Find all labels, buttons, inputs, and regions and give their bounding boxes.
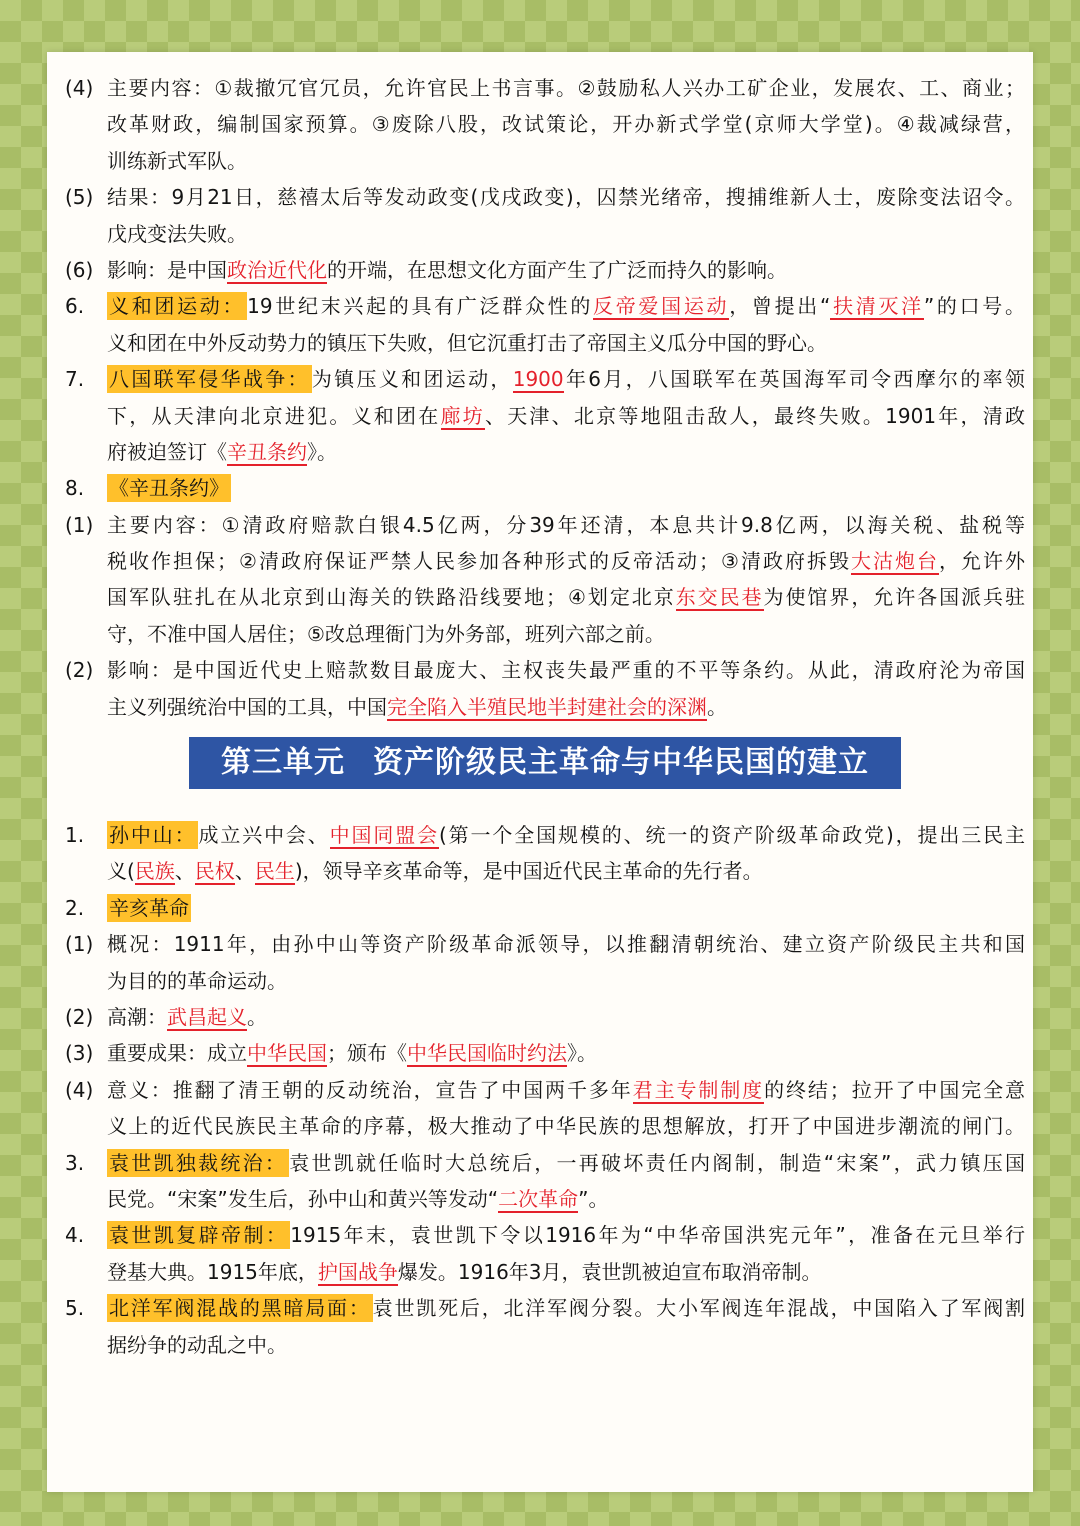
line-text (107, 616, 1025, 652)
line-text (107, 1217, 1025, 1253)
highlighted-heading: 孙中山： (109, 823, 197, 848)
text: ；颁布《 (327, 1041, 407, 1066)
key-term: 大沽炮台 (850, 549, 939, 574)
key-term: 武昌起义 (167, 1004, 247, 1029)
text-line (65, 1108, 1025, 1144)
key-term: 政治近代化 (227, 257, 327, 282)
text: 成立兴中会、 (198, 823, 330, 848)
text: 的开端，在思想文化方面产生了广泛而持久的影响。 (327, 257, 787, 282)
text-line (65, 543, 1025, 579)
item-number: 4. (65, 1223, 85, 1248)
text: 意义：推翻了清王朝的反动统治，宣告了中国两千多年 (107, 1077, 633, 1102)
line-text (107, 216, 1025, 252)
item-number: 1. (65, 823, 85, 848)
key-term: 中国同盟会 (329, 823, 440, 848)
text-line (65, 963, 1025, 999)
text: 府被迫签订《 (107, 439, 227, 464)
key-term: 辛丑条约 (227, 439, 307, 464)
text-line (65, 1217, 1025, 1253)
text-line (65, 361, 1025, 397)
key-term: 民生 (254, 859, 295, 884)
text: 、 (174, 859, 195, 884)
line-text (107, 361, 1025, 397)
text: 结果：9月21日，慈禧太后等发动政变(戊戌政变)，囚禁光绪帝，搜捕维新人士，废除变法诏令。 (107, 185, 1025, 210)
line-text (107, 1327, 1025, 1363)
line-text (107, 1035, 1025, 1071)
line-text (107, 652, 1025, 688)
text-line (65, 434, 1025, 470)
text-line (65, 853, 1025, 889)
text-line (65, 70, 1025, 106)
text-line (65, 926, 1025, 962)
line-text (107, 1072, 1025, 1108)
highlighted-heading: 辛亥革命 (109, 895, 189, 920)
item-number: 8. (65, 476, 85, 501)
text-line (65, 216, 1025, 252)
text: 的终结；拉开了中国完全意 (764, 1077, 1026, 1102)
text: ，允许外 (939, 549, 1026, 574)
text-line (65, 579, 1025, 615)
item-number: (3) (65, 1041, 94, 1066)
line-text (107, 817, 1025, 853)
item-number: (6) (65, 257, 94, 282)
text: 训练新式军队。 (107, 148, 247, 173)
text: 袁世凯就任临时大总统后，一再破坏责任内阁制，制造“宋案”，武力镇压国 (289, 1150, 1025, 1175)
text: 。 (247, 1004, 267, 1029)
text: 19世纪末兴起的具有广泛群众性的 (247, 294, 594, 319)
text: 主义列强统治中国的工具，中国 (107, 694, 387, 719)
line-text (107, 1108, 1025, 1144)
text-line (65, 999, 1025, 1035)
line-text (107, 999, 1025, 1035)
unit-banner (189, 737, 901, 789)
text-line (65, 398, 1025, 434)
text-line (65, 1181, 1025, 1217)
text-line (65, 652, 1025, 688)
text: 守，不准中国人居住；⑤改总理衙门为外务部，班列六部之前。 (107, 621, 665, 646)
line-text (107, 70, 1025, 106)
line-text (107, 288, 1025, 324)
key-term: 廊坊 (440, 403, 485, 428)
line-text (107, 434, 1025, 470)
highlighted-heading: 袁世凯复辟帝制： (109, 1223, 289, 1248)
text: 影响：是中国近代史上赔款数目最庞大、主权丧失最严重的不平等条约。从此，清政府沦为帝国 (107, 658, 1025, 683)
text: 主要内容：①清政府赔款白银4.5亿两，分39年还清，本息共计9.8亿两，以海关税、盐税等 (107, 512, 1025, 537)
text-line (65, 689, 1025, 725)
highlighted-heading: 袁世凯独裁统治： (109, 1150, 288, 1175)
line-text (107, 1254, 1025, 1290)
text: (第一个全国规模的、统一的资产阶级革命政党)，提出三民主 (439, 823, 1026, 848)
key-term: 二次革命 (498, 1186, 579, 1211)
highlighted-heading: 《辛丑条约》 (109, 476, 229, 501)
key-term: 扶清灭洋 (830, 294, 924, 319)
key-term: 东交民巷 (675, 585, 764, 610)
text: 为镇压义和团运动， (311, 367, 513, 392)
line-text (107, 143, 1025, 179)
key-term: 中华民国临时约法 (407, 1041, 567, 1066)
line-text (107, 543, 1025, 579)
page (47, 52, 1033, 1492)
line-text (107, 926, 1025, 962)
line-text (107, 853, 1025, 889)
line-text (107, 579, 1025, 615)
line-text (107, 470, 1025, 506)
text: 、 (234, 859, 255, 884)
unit-label: 第三单元 (221, 745, 345, 781)
item-number: (4) (65, 1077, 94, 1102)
line-text (107, 252, 1025, 288)
highlighted-heading: 北洋军阀混战的黑暗局面： (109, 1296, 371, 1321)
text: 年6月，八国联军在英国海军司令西摩尔的率领 (563, 367, 1026, 392)
line-text (107, 507, 1025, 543)
text: 爆发。1916年3月，袁世凯被迫宣布取消帝制。 (397, 1259, 822, 1284)
text: 影响：是中国 (107, 257, 227, 282)
text-line (65, 1072, 1025, 1108)
text: 民党。“宋案”发生后，孙中山和黄兴等发动“ (107, 1186, 499, 1211)
text: ”的口号。 (923, 294, 1026, 319)
item-number: (4) (65, 76, 94, 100)
text-line (65, 470, 1025, 506)
text: ”。 (578, 1186, 609, 1211)
text-line (65, 143, 1025, 179)
key-term: 民权 (194, 859, 235, 884)
text-line (65, 106, 1025, 142)
text: 》。 (307, 439, 337, 464)
unit-title: 资产阶级民主革命与中华民国的建立 (373, 745, 869, 781)
key-term: 中华民国 (247, 1041, 327, 1066)
item-number: (2) (65, 658, 94, 683)
text: 税收作担保；②清政府保证严禁人民参加各种形式的反帝活动；③清政府拆毁 (107, 549, 851, 574)
item-number: 5. (65, 1296, 85, 1321)
text-line (65, 252, 1025, 288)
text: 戊戌变法失败。 (107, 221, 247, 246)
text: 为目的的革命运动。 (107, 968, 287, 993)
line-text (107, 689, 1025, 725)
text: 义( (107, 859, 135, 884)
text: 、天津、北京等地阻击敌人，最终失败。1901年，清政 (484, 403, 1025, 428)
key-term: 君主专制制度 (632, 1077, 765, 1102)
text-line (65, 1254, 1025, 1290)
line-text (107, 1181, 1025, 1217)
item-number: 3. (65, 1150, 85, 1175)
text: 主要内容：①裁撤冗官冗员，允许官民上书言事。②鼓励私人兴办工矿企业，发展农、工、商业； (107, 76, 1025, 100)
text-line (65, 179, 1025, 215)
text-line (65, 1327, 1025, 1363)
text-line (65, 1290, 1025, 1326)
highlighted-heading: 义和团运动： (109, 294, 246, 319)
item-number: 7. (65, 367, 85, 392)
text: 重要成果：成立 (107, 1041, 247, 1066)
text-line (65, 616, 1025, 652)
line-text (107, 106, 1025, 142)
text: 下，从天津向北京进犯。义和团在 (107, 403, 441, 428)
item-number: (1) (65, 512, 94, 537)
item-number: (2) (65, 1004, 94, 1029)
document-body (65, 70, 1025, 1363)
key-term: 护国战争 (317, 1259, 398, 1284)
key-term: 1900 (512, 367, 564, 392)
item-number: 6. (65, 294, 85, 319)
item-number: 2. (65, 895, 85, 920)
item-number: (5) (65, 185, 94, 210)
line-text (107, 398, 1025, 434)
text-line (65, 1145, 1025, 1181)
key-term: 反帝爱国运动 (593, 294, 730, 319)
text-line (65, 1035, 1025, 1071)
text: 据纷争的动乱之中。 (107, 1332, 287, 1357)
line-text (107, 890, 1025, 926)
item-number: (1) (65, 932, 94, 957)
text: 1915年末，袁世凯下令以1916年为“中华帝国洪宪元年”，准备在元旦举行 (290, 1223, 1025, 1248)
line-text (107, 179, 1025, 215)
line-text (107, 1145, 1025, 1181)
text: 》。 (567, 1041, 597, 1066)
text: 义和团在中外反动势力的镇压下失败，但它沉重打击了帝国主义瓜分中国的野心。 (107, 330, 827, 355)
text-line (65, 890, 1025, 926)
text: 登基大典。1915年底， (107, 1259, 318, 1284)
key-term: 完全陷入半殖民地半封建社会的深渊 (387, 694, 707, 719)
text: 国军队驻扎在从北京到山海关的铁路沿线要地；④划定北京 (107, 585, 676, 610)
line-text (107, 1290, 1025, 1326)
text-line (65, 507, 1025, 543)
text: 高潮： (107, 1004, 167, 1029)
text-line (65, 288, 1025, 324)
text: 概况：1911年，由孙中山等资产阶级革命派领导，以推翻清朝统治、建立资产阶级民主共和国 (107, 932, 1025, 957)
text: 为使馆界，允许各国派兵驻 (763, 585, 1025, 610)
text: 袁世凯死后，北洋军阀分裂。大小军阀连年混战，中国陷入了军阀割 (372, 1296, 1026, 1321)
line-text (107, 963, 1025, 999)
text: 义上的近代民族民主革命的序幕，极大推动了中华民族的思想解放，打开了中国进步潮流的闸门。 (107, 1114, 1025, 1139)
text: )，领导辛亥革命等，是中国近代民主革命的先行者。 (294, 859, 763, 884)
key-term: 民族 (134, 859, 175, 884)
unit-banner-wrapper (65, 725, 1025, 817)
text-line (65, 325, 1025, 361)
line-text (107, 325, 1025, 361)
text: ，曾提出“ (729, 294, 831, 319)
text: 改革财政，编制国家预算。③废除八股，改试策论，开办新式学堂(京师大学堂)。④裁减绿营， (107, 112, 1025, 137)
highlighted-heading: 八国联军侵华战争： (109, 367, 310, 392)
text: 。 (707, 694, 727, 719)
text-line (65, 817, 1025, 853)
